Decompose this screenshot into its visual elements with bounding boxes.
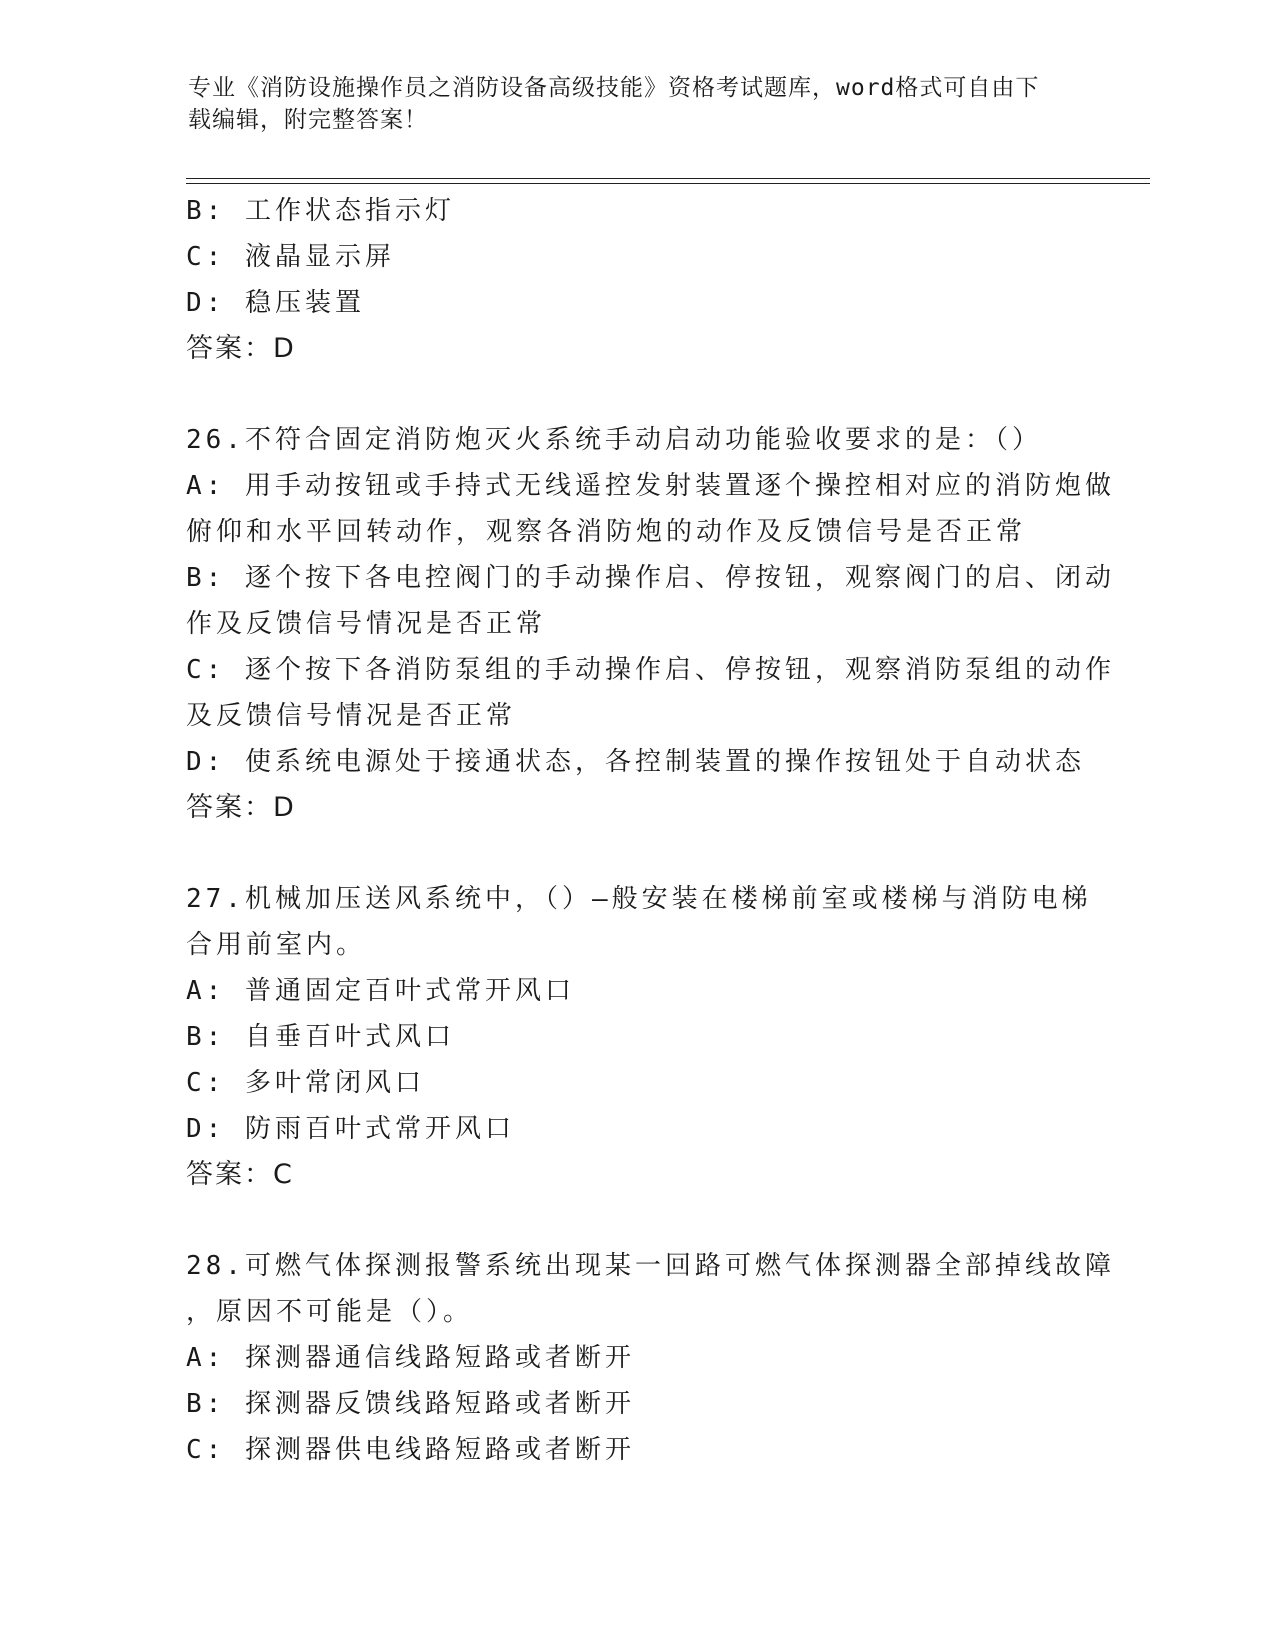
header-line-1: 专业《消防设施操作员之消防设备高级技能》资格考试题库，word格式可自由下 — [188, 75, 1040, 101]
question-stem-continued: ，原因不可能是（）。 — [186, 1297, 474, 1327]
option-c-continued: 及反馈信号情况是否正常 — [186, 701, 517, 731]
question-25-tail — [186, 188, 1086, 372]
option-a-continued: 俯仰和水平回转动作，观察各消防炮的动作及反馈信号是否正常 — [186, 517, 1027, 547]
option-a: A: 用手动按钮或手持式无线遥控发射装置逐个操控相对应的消防炮做 — [186, 471, 1115, 501]
question-stem-continued: 合用前室内。 — [186, 930, 367, 960]
option-b: B: 工作状态指示灯 — [186, 196, 455, 226]
question-26 — [186, 417, 1115, 831]
option-d: D: 稳压装置 — [186, 288, 365, 318]
question-stem: 28.可燃气体探测报警系统出现某一回路可燃气体探测器全部掉线故障 — [186, 1251, 1115, 1281]
question-list — [186, 188, 1115, 1473]
question-spacer — [186, 372, 1086, 417]
header-divider-bottom — [186, 183, 1150, 184]
option-a: A: 探测器通信线路短路或者断开 — [186, 1343, 635, 1373]
option-d: D: 防雨百叶式常开风口 — [186, 1114, 515, 1144]
answer-line: 答案：D — [186, 792, 296, 823]
document-header — [188, 72, 1068, 136]
question-stem: 26.不符合固定消防炮灭火系统手动启动功能验收要求的是：（） — [186, 425, 1042, 455]
question-spacer — [186, 1198, 1086, 1243]
answer-line: 答案：C — [186, 1159, 294, 1190]
header-divider-top — [186, 178, 1150, 179]
answer-line: 答案：D — [186, 333, 296, 364]
question-stem: 27.机械加压送风系统中，（）—般安装在楼梯前室或楼梯与消防电梯 — [186, 884, 1092, 914]
option-c: C: 液晶显示屏 — [186, 242, 395, 272]
header-line-2: 载编辑，附完整答案！ — [188, 107, 428, 133]
option-d: D: 使系统电源处于接通状态，各控制装置的操作按钮处于自动状态 — [186, 747, 1085, 777]
question-27 — [186, 876, 1092, 1198]
option-c: C: 多叶常闭风口 — [186, 1068, 425, 1098]
option-b: B: 探测器反馈线路短路或者断开 — [186, 1389, 635, 1419]
option-a: A: 普通固定百叶式常开风口 — [186, 976, 575, 1006]
option-b: B: 自垂百叶式风口 — [186, 1022, 455, 1052]
option-b-continued: 作及反馈信号情况是否正常 — [186, 609, 547, 639]
option-c: C: 探测器供电线路短路或者断开 — [186, 1435, 635, 1465]
question-spacer — [186, 831, 1086, 876]
question-28 — [186, 1243, 1115, 1473]
option-c: C: 逐个按下各消防泵组的手动操作启、停按钮，观察消防泵组的动作 — [186, 655, 1115, 685]
option-b: B: 逐个按下各电控阀门的手动操作启、停按钮，观察阀门的启、闭动 — [186, 563, 1115, 593]
